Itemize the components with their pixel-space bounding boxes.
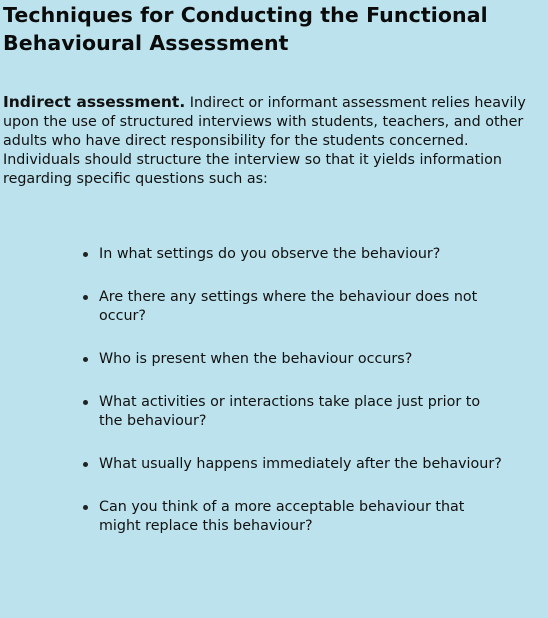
bullet-icon	[83, 357, 88, 362]
list-item	[82, 288, 502, 326]
list-item-text: What activities or interactions take place just prior to the behaviour?	[99, 394, 481, 429]
list-item	[82, 455, 502, 474]
list-item	[82, 498, 502, 536]
intro-body: Indirect or informant assessment relies heavily upon the use of structured interviews with students, teachers, and other adults who have direct responsibility for the students concerned. Individuals should structure the interview so that it yields information regarding specific questions such as:	[3, 95, 526, 187]
list-item	[82, 393, 502, 431]
bullet-icon	[83, 400, 88, 405]
intro-paragraph	[3, 93, 538, 189]
list-item-text: Who is present when the behaviour occurs?	[99, 351, 413, 367]
list-item	[82, 350, 502, 369]
bullet-icon	[83, 295, 88, 300]
list-item-text: Are there any settings where the behaviour does not occur?	[99, 289, 478, 324]
list-item-text: What usually happens immediately after the behaviour?	[99, 456, 502, 472]
intro-lead: Indirect assessment.	[3, 93, 186, 111]
list-item-text: In what settings do you observe the behaviour?	[99, 246, 441, 262]
question-list	[3, 245, 502, 536]
bullet-icon	[83, 462, 88, 467]
bullet-icon	[83, 505, 88, 510]
list-item	[82, 245, 502, 264]
bullet-icon	[83, 252, 88, 257]
list-item-text: Can you think of a more acceptable behaviour that might replace this behaviour?	[99, 499, 465, 534]
page-title: Techniques for Conducting the Functional Behavioural Assessment	[3, 3, 488, 55]
